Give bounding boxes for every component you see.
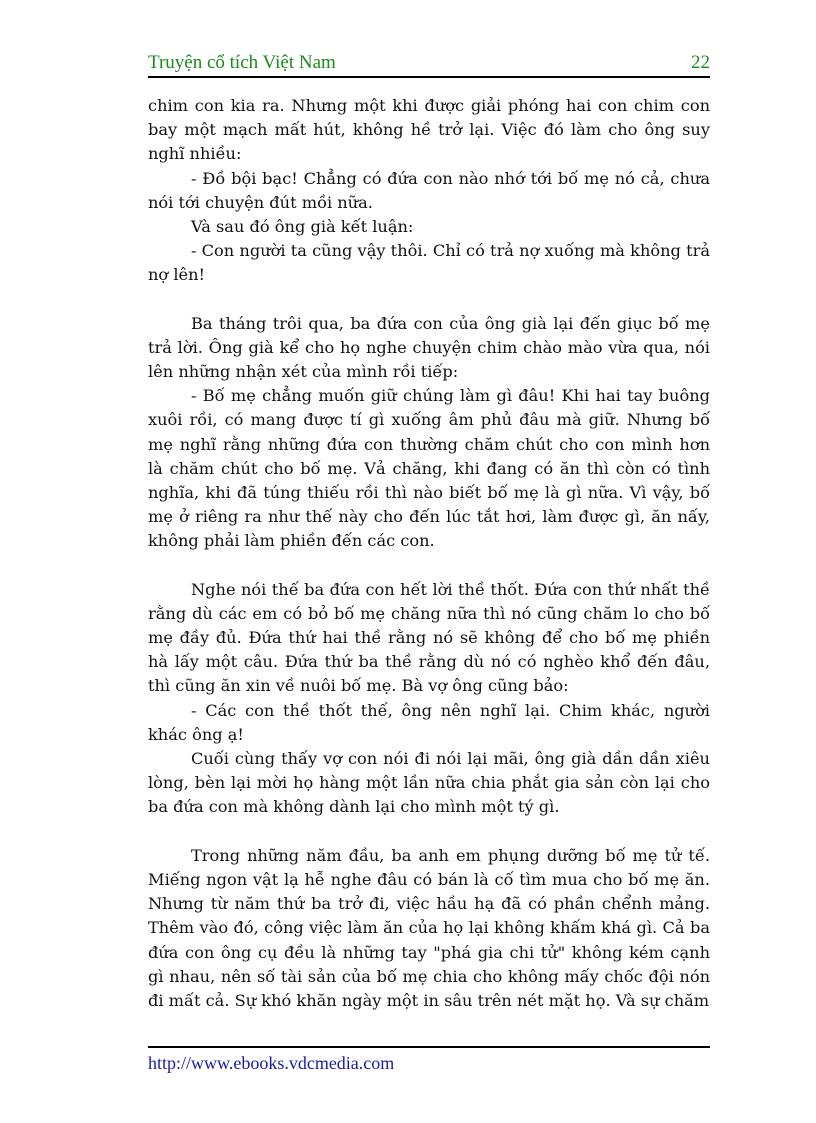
paragraph: Ba tháng trôi qua, ba đứa con của ông già lại đến giục bố mẹ trả lời. Ông già kể cho họ nghe chuyện chim chào mào vừa qua, nói lên những nhận xét của mình rồi tiếp: (148, 313, 710, 382)
footer-link[interactable]: http://www.ebooks.vdcmedia.com (148, 1053, 395, 1073)
paragraph: - Con người ta cũng vậy thôi. Chỉ có trả nợ xuống mà không trả nợ lên! (148, 241, 710, 285)
book-title: Truyện cổ tích Việt Nam (148, 52, 336, 73)
paragraph: - Đồ bội bạc! Chẳng có đứa con nào nhớ tới bố mẹ nó cả, chưa nói tới chuyện đút mồi nữa. (148, 168, 710, 212)
page-body (148, 94, 710, 1013)
paragraph: - Bố mẹ chẳng muốn giữ chúng làm gì đâu! Khi hai tay buông xuôi rồi, có mang được tí gì xuống âm phủ đâu mà giữ. Nhưng bố mẹ nghĩ rằng những đứa con thường chăm chút cho con mình hơn là chăm chút cho bố mẹ. Vả chăng, khi đang có ăn thì còn có tình nghĩa, khi đã túng thiếu rồi thì nào biết bố mẹ là gì nữa. Vì vậy, bố mẹ ở riêng ra như thế này cho đến lúc tắt hơi, làm được gì, ăn nấy, không phải làm phiền đến các con. (148, 386, 710, 551)
paragraph: Trong những năm đầu, ba anh em phụng dưỡng bố mẹ tử tế. Miếng ngon vật lạ hễ nghe đâu có bán là cố tìm mua cho bố mẹ ăn. Nhưng từ năm thứ ba trở đi, việc hầu hạ đã có phần chểnh mảng. Thêm vào đó, công việc làm ăn của họ lại không khấm khá gì. Cả ba đứa con ông cụ đều là những tay "phá gia chi tử" không kém cạnh gì nhau, nên số tài sản của bố mẹ chia cho không mấy chốc đội nón đi mất cả. Sự khó khăn ngày một in sâu trên nét mặt họ. Và sự chăm (148, 845, 710, 1010)
page-number: 22 (691, 52, 710, 73)
paragraph: chim con kia ra. Nhưng một khi được giải phóng hai con chim con bay một mạch mất hút, không hề trở lại. Việc đó làm cho ông suy nghĩ nhiều: (148, 96, 710, 164)
page-footer (148, 1046, 710, 1074)
paragraph: Nghe nói thế ba đứa con hết lời thề thốt. Đứa con thứ nhất thề rằng dù các em có bỏ bố mẹ chăng nữa thì nó cũng chăm lo cho bố mẹ đầy đủ. Đứa thứ hai thề rằng nó sẽ không để cho bố mẹ phiền hà lấy một câu. Đứa thứ ba thề rằng dù nó có nghèo khổ đến đâu, thì cũng ăn xin về nuôi bố mẹ. Bà vợ ông cũng bảo: (148, 579, 710, 696)
paragraph: Và sau đó ông già kết luận: (191, 217, 414, 237)
paragraph: Cuối cùng thấy vợ con nói đi nói lại mãi, ông già dần dần xiêu lòng, bèn lại mời họ hàng một lần nữa chia phắt gia sản còn lại cho ba đứa con mà không dành lại cho mình một tý gì. (148, 749, 710, 817)
page-header (148, 50, 710, 78)
paragraph: - Các con thề thốt thế, ông nên nghĩ lại. Chim khác, người khác ông ạ! (148, 700, 710, 744)
